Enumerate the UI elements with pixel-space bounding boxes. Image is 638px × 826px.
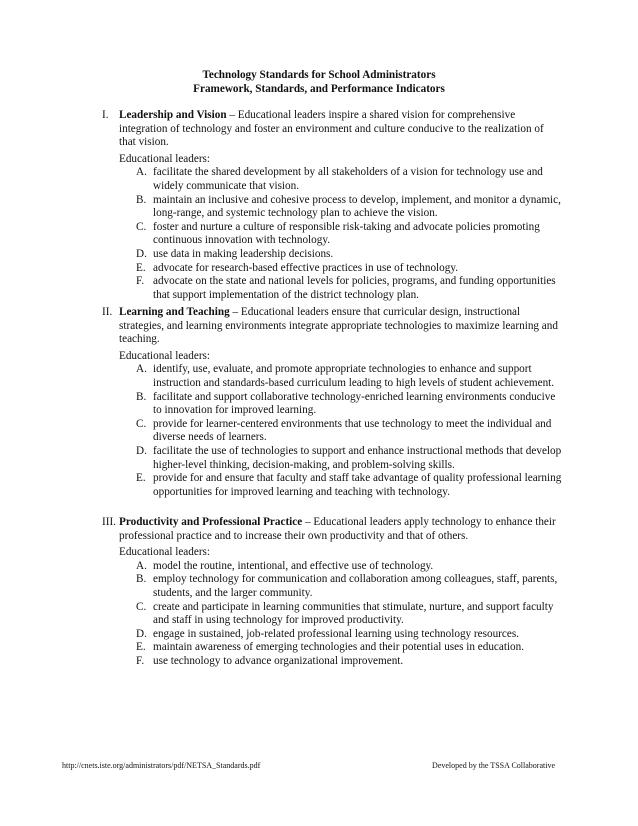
section-name: Learning and Teaching bbox=[119, 306, 230, 318]
document-subtitle: Framework, Standards, and Performance Indicators bbox=[193, 83, 445, 95]
item-letter: B. bbox=[136, 573, 147, 586]
item-text: maintain an inclusive and cohesive process to develop, implement, and monitor a dynamic, long-range, and systemic technology plan to achieve the vision. bbox=[153, 193, 561, 220]
footer-url: http://cnets.iste.org/administrators/pdf/NETSA_Standards.pdf bbox=[62, 761, 261, 770]
item-text: facilitate the shared development by all stakeholders of a vision for technology use and widely communicate that vision. bbox=[153, 166, 543, 192]
item-text: maintain awareness of emerging technologies and their potential uses in education. bbox=[153, 641, 525, 654]
item-text: facilitate the use of technologies to support and enhance instructional methods that develop higher-level thinking, decision-making, and problem-solving skills. bbox=[153, 444, 562, 471]
list-item bbox=[102, 262, 562, 276]
item-letter: A. bbox=[136, 166, 147, 179]
indicator-list bbox=[102, 363, 562, 499]
list-item bbox=[102, 560, 562, 574]
section-learning-teaching bbox=[102, 306, 562, 499]
list-item bbox=[102, 601, 562, 628]
item-letter: D. bbox=[136, 247, 147, 260]
list-item bbox=[102, 391, 562, 418]
list-item bbox=[102, 248, 562, 262]
list-item bbox=[102, 275, 562, 302]
item-letter: A. bbox=[136, 559, 147, 572]
item-text: facilitate and support collaborative technology-enriched learning environments conducive to innovation for improved learning. bbox=[153, 390, 556, 417]
list-item bbox=[102, 445, 562, 472]
item-text: advocate for research-based effective practices in use of technology. bbox=[153, 261, 459, 274]
section-description: – Educational leaders inspire a shared vision for comprehensive integration of technology and foster an environment and culture conducive to the realization of that vision. bbox=[119, 109, 544, 149]
section-productivity-practice bbox=[102, 516, 562, 669]
item-text: provide for learner-centered environments that use technology to meet the individual and diverse needs of learners. bbox=[153, 417, 552, 444]
item-text: advocate on the state and national levels for policies, programs, and funding opportunities that support implementation of the district technology plan. bbox=[153, 275, 556, 301]
item-letter: C. bbox=[136, 417, 147, 430]
item-letter: E. bbox=[136, 261, 146, 274]
section-lead: Educational leaders: bbox=[119, 349, 211, 362]
item-letter: D. bbox=[136, 627, 147, 640]
item-text: employ technology for communication and collaboration among colleagues, staff, parents, students, and the larger community. bbox=[153, 573, 558, 599]
item-text: use data in making leadership decisions. bbox=[153, 247, 334, 260]
list-item bbox=[102, 628, 562, 642]
list-item bbox=[102, 573, 562, 600]
item-letter: E. bbox=[136, 641, 146, 654]
item-text: use technology to advance organizational improvement. bbox=[153, 654, 404, 667]
section-leadership-vision bbox=[102, 109, 562, 302]
item-letter: F. bbox=[136, 275, 145, 288]
item-text: model the routine, intentional, and effective use of technology. bbox=[153, 559, 434, 572]
list-item bbox=[102, 194, 562, 221]
list-item bbox=[102, 363, 562, 390]
section-description: – Educational leaders apply technology to enhance their professional practice and to increase their own productivity and that of others. bbox=[119, 516, 556, 542]
section-numeral: II. bbox=[102, 306, 113, 318]
item-letter: C. bbox=[136, 220, 147, 233]
section-name: Leadership and Vision bbox=[119, 109, 227, 121]
item-letter: B. bbox=[136, 390, 147, 403]
item-letter: B. bbox=[136, 193, 147, 206]
section-name: Productivity and Professional Practice bbox=[119, 516, 303, 528]
item-text: create and participate in learning communities that stimulate, nurture, and support faculty and staff in using technology for improved productivity. bbox=[153, 600, 554, 627]
item-letter: A. bbox=[136, 363, 147, 376]
list-item bbox=[102, 641, 562, 655]
section-heading bbox=[102, 109, 562, 150]
section-lead: Educational leaders: bbox=[119, 546, 211, 559]
item-text: foster and nurture a culture of responsible risk-taking and advocate policies promoting continuous innovation with technology. bbox=[153, 220, 540, 247]
section-numeral: III. bbox=[102, 516, 116, 528]
section-heading bbox=[102, 516, 562, 543]
list-item bbox=[102, 221, 562, 248]
item-letter: E. bbox=[136, 472, 146, 485]
indicator-list bbox=[102, 560, 562, 669]
list-item bbox=[102, 166, 562, 193]
section-description: – Educational leaders ensure that curricular design, instructional strategies, and learning environments integrate appropriate technologies to maximize learning and teaching. bbox=[119, 306, 558, 346]
section-lead: Educational leaders: bbox=[119, 152, 211, 165]
indicator-list bbox=[102, 166, 562, 302]
document-title: Technology Standards for School Administrators bbox=[202, 69, 436, 81]
footer-credit: Developed by the TSSA Collaborative bbox=[432, 761, 555, 770]
item-text: identify, use, evaluate, and promote appropriate technologies to enhance and support instruction and standards-based curriculum leading to high levels of student achievement. bbox=[153, 363, 555, 389]
item-letter: D. bbox=[136, 444, 147, 457]
item-letter: C. bbox=[136, 600, 147, 613]
list-item bbox=[102, 655, 562, 669]
item-letter: F. bbox=[136, 654, 145, 667]
list-item bbox=[102, 472, 562, 499]
section-heading bbox=[102, 306, 562, 347]
section-numeral: I. bbox=[102, 109, 109, 121]
list-item bbox=[102, 418, 562, 445]
item-text: provide for and ensure that faculty and staff take advantage of quality professional learning opportunities for improved learning and teaching with technology. bbox=[153, 472, 562, 498]
item-text: engage in sustained, job-related professional learning using technology resources. bbox=[153, 627, 519, 640]
